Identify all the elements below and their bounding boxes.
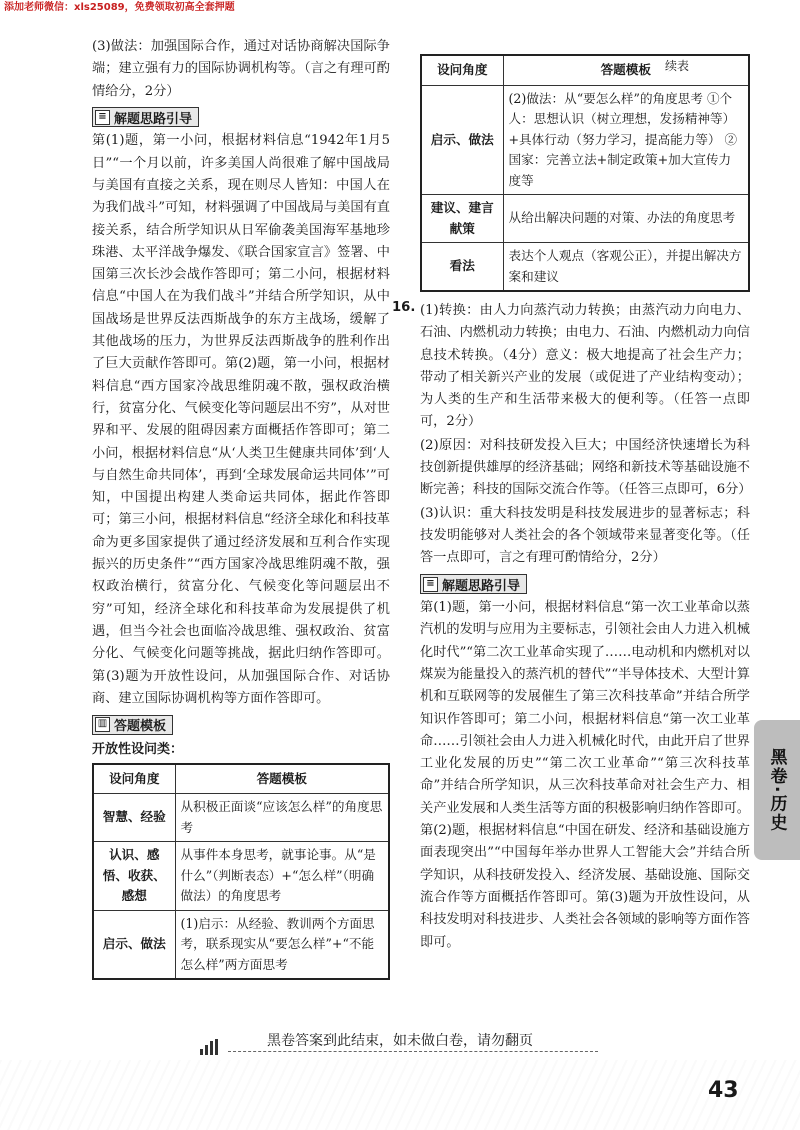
template-table-continued xyxy=(420,54,750,292)
table-cell-key: 启示、做法 xyxy=(421,85,503,195)
table-header: 答题模板 xyxy=(175,764,389,794)
document-icon: ≡ xyxy=(423,577,438,592)
table-cell-value: (2)做法：从“要怎么样”的角度思考 ①个人：思想认识（树立理想，发扬精神等）+具体行动（努力学习，提高能力等） ②国家：完善立法+制定政策+加大宣传力度等 xyxy=(503,85,749,195)
table-cell-key: 建议、建言献策 xyxy=(421,195,503,243)
document-icon: ≡ xyxy=(95,110,110,125)
heading-label: 答题模板 xyxy=(114,719,167,735)
template-table xyxy=(92,763,390,981)
answer-paragraph: (3)做法：加强国际合作，通过对话协商解决国际争端；建立强有力的国际协调机构等。（言之有理可酌情给分，2分） xyxy=(92,39,390,99)
analysis-paragraph: 第(1)题，第一小问，根据材料信息“1942年1月5日”“一个月以前，许多美国人尚很难了解中国战局与美国有直接之关系，现在则尽人皆知：中国人在为我们战斗”可知，材料强调了中国战局与美国有直接关系，结合所学知识从日军偷袭美国海军基地珍珠港、太平洋战争爆发、《联合国家宣言》签署、中国第三次长沙会战作答即可；第二小问，根据材料信息“中国人在为我们战斗”并结合所学知识，从中国战场是世界反法西斯战争的东方主战场，缓解了其他战场的压力，为世界反法西斯战争的胜利作出了巨大贡献作答即可。第(2)题，第一小问，根据材料信息“西方国家冷战思维阴魂不散，强权政治横行，贫富分化、气候变化等问题层出不穷”，从对世界和平、发展的阻碍因素方面概括作答即可；第二小问，根据材料信息“从‘人类卫生健康共同体’到‘人与自然生命共同体’，再到‘全球发展命运共同体’”可知，中国提出构建人类命运共同体，据此作答即可；第三小问，根据材料信息“经济全球化和科技革命为更多国家提供了通过经济发展和互利合作实现振兴的历史条件”“西方国家冷战思维阴魂不散，强权政治横行，贫富分化、气候变化等问题层出不穷”可知，经济全球化和科技革命为发展提供了机遇，但当今社会也面临冷战思维、强权政治、贫富分化、气候变化问题等挑战，据此归纳作答即可。第(3)题为开放性设问，从加强国际合作、对话协商、建立国际协调机构等方面作答即可。 xyxy=(92,133,390,706)
table-row xyxy=(93,794,389,842)
page-number: 43 xyxy=(708,1078,739,1103)
side-tab xyxy=(754,720,800,860)
heading-label: 解题思路引导 xyxy=(442,578,521,594)
section-heading xyxy=(92,107,199,127)
answer-paragraph: (2)原因：对科技研发投入巨大；中国经济快速增长为科技创新提供雄厚的经济基础；网络和新技术等基础设施不断完善；科技的国际交流合作等。（任答三点即可，6分） xyxy=(420,437,752,498)
table-cell-value: 表达个人观点（客观公正），并提出解决方案和建议 xyxy=(503,243,749,292)
answer-paragraph: (1)转换：由人力向蒸汽动力转换；由蒸汽动力向电力、石油、内燃机动力转换；由电力、石油、内燃机动力向信息技术转换。（4分）意义：极大地提高了社会生产力；带动了相关新兴产业的发展（或促进了产业结构变动）；为人类的生产和生活带来极大的便利等。（任答一点即可，2分） xyxy=(420,303,750,430)
analysis-paragraph: 第(1)题，第一小问，根据材料信息“第一次工业革命以蒸汽机的发明与应用为主要标志，引领社会由人力进入机械化时代”“第二次工业革命实现了……电动机和内燃机对以煤炭为能量投入的蒸汽机的替代”“半导体技术、大型计算机和互联网等的发展催生了第三次科技革命”并结合所学知识作答即可；第二小问，根据材料信息“第一次工业革命……引领社会由人力进入机械化时代，由此开启了世界工业化发展的历史”“第二次工业革命”“第三次科技革命”并结合所学知识，从三次科技革命对社会生产力、相关产业发展和人类生活等方面的积极影响归纳作答即可。第(2)题，根据材料信息“中国在研发、经济和基础设施方面表现突出”“中国每年举办世界人工智能大会”并结合所学知识，从科技研发投入、经济发展、基础设施、国际交流合作等方面概括作答即可。第(3)题为开放性设问，从科技发明对科技进步、人类社会各领域的影响等方面作答即可。 xyxy=(420,600,750,950)
sub-heading: 开放性设问类： xyxy=(92,741,184,757)
table-cell-key: 启示、做法 xyxy=(93,910,175,979)
table-header: 设问角度 xyxy=(93,764,175,794)
table-row xyxy=(93,842,389,911)
table-cell-key: 智慧、经验 xyxy=(93,794,175,842)
continued-label: 续表 xyxy=(665,59,690,73)
table-cell-value: (1)启示：从经验、教训两个方面思考，联系现实从“要怎么样”+“不能怎么样”两方面思考 xyxy=(175,910,389,979)
table-cell-value: 从事件本身思考，就事论事。从“是什么”（判断表态）+“怎么样”（明确做法）的角度思考 xyxy=(175,842,389,911)
table-row xyxy=(421,243,749,292)
table-row xyxy=(421,85,749,195)
book-icon: ▥ xyxy=(95,717,110,732)
footer-note: 黑卷答案到此结束，如未做白卷，请勿翻页 xyxy=(267,1033,533,1049)
section-heading xyxy=(92,715,173,735)
table-cell-value: 从积极正面谈“应该怎么样”的角度思考 xyxy=(175,794,389,842)
heading-label: 解题思路引导 xyxy=(114,111,193,127)
table-row xyxy=(421,195,749,243)
footer-divider xyxy=(228,1051,598,1052)
table-cell-value: 从给出解决问题的对策、办法的角度思考 xyxy=(503,195,749,243)
table-header: 答题模板 xyxy=(503,55,749,85)
table-header: 设问角度 xyxy=(421,55,503,85)
table-cell-key: 看法 xyxy=(421,243,503,292)
right-column xyxy=(392,36,752,955)
question-number: 16. xyxy=(392,300,416,315)
side-tab-label: 黑卷·历史 xyxy=(766,747,787,833)
answer-paragraph: (3)认识：重大科技发明是科技发展进步的显著标志；科技发明能够对人类社会的各个领域带来显著变化等。（任答一点即可，言之有理可酌情给分，2分） xyxy=(420,505,750,566)
background-texture xyxy=(0,1060,800,1130)
left-column xyxy=(92,36,390,980)
table-row xyxy=(93,910,389,979)
section-heading xyxy=(420,574,527,594)
watermark-banner: 添加老师微信：xls25089，免费领取初高全套押题 xyxy=(0,0,300,15)
table-cell-key: 认识、感悟、收获、感想 xyxy=(93,842,175,911)
